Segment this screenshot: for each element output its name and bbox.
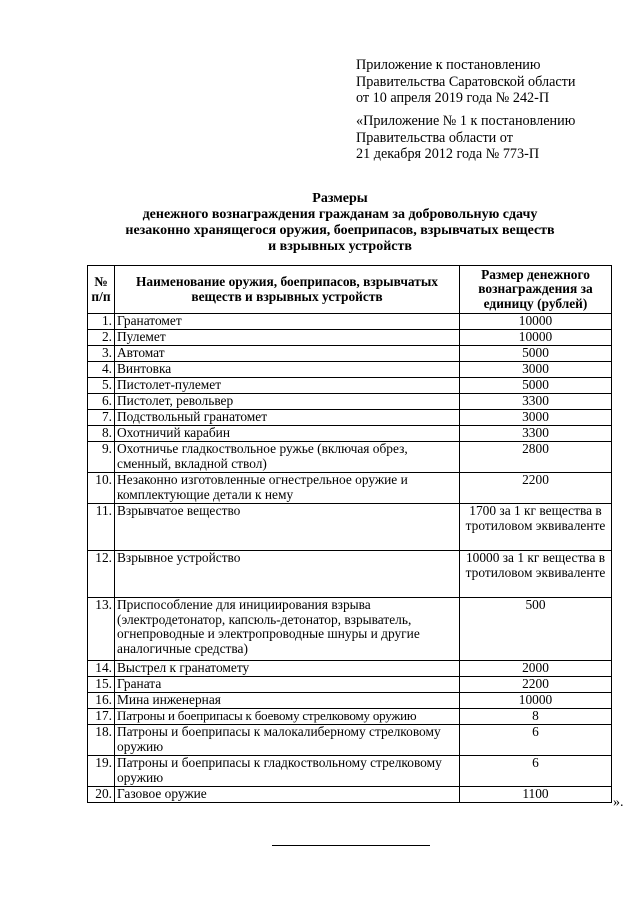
col-name-header: Наименование оружия, боеприпасов, взрывчатых веществ и взрывных устройств: [115, 266, 460, 314]
row-name: Патроны и боеприпасы к малокалиберному стрелковому оружию: [115, 725, 460, 756]
row-value: 6: [460, 756, 612, 787]
row-number: 3.: [88, 346, 115, 362]
header-line: 21 декабря 2012 года № 773-П: [356, 146, 540, 162]
row-value: 2200: [460, 473, 612, 504]
row-name: Патроны и боеприпасы к гладкоствольному стрелковому оружию: [115, 756, 460, 787]
title-line: и взрывных устройств: [268, 239, 412, 254]
row-name: Подствольный гранатомет: [115, 410, 460, 426]
row-number: 9.: [88, 442, 115, 473]
row-name: Гранатомет: [115, 314, 460, 330]
document-title: [60, 191, 620, 255]
row-number: 14.: [88, 661, 115, 677]
row-name: Охотничье гладкоствольное ружье (включая обрез, сменный, вкладной ствол): [115, 442, 460, 473]
row-name: Газовое оружие: [115, 787, 460, 803]
table-row: [88, 330, 612, 346]
row-value: 10000: [460, 330, 612, 346]
header-line: Правительства Саратовской области: [356, 73, 576, 90]
table-row: [88, 346, 612, 362]
row-name: Пистолет-пулемет: [115, 378, 460, 394]
header-line: Правительства области от: [356, 129, 513, 146]
title-line: денежного вознаграждения гражданам за добровольную сдачу: [142, 207, 538, 222]
row-number: 7.: [88, 410, 115, 426]
header-line: «Приложение № 1 к постановлению: [356, 113, 576, 129]
row-name: Охотничий карабин: [115, 426, 460, 442]
table-row: [88, 410, 612, 426]
row-number: 13.: [88, 598, 115, 661]
table-header-row: [88, 266, 612, 314]
table-row: [88, 661, 612, 677]
row-value: 2200: [460, 677, 612, 693]
row-number: 18.: [88, 725, 115, 756]
row-value: 5000: [460, 378, 612, 394]
table-row: [88, 693, 612, 709]
row-value: 3000: [460, 362, 612, 378]
row-value: 3300: [460, 394, 612, 410]
row-name: Пистолет, револьвер: [115, 394, 460, 410]
row-value: 2000: [460, 661, 612, 677]
table-row: [88, 677, 612, 693]
row-number: 6.: [88, 394, 115, 410]
table-row: [88, 378, 612, 394]
row-value: 500: [460, 598, 612, 661]
row-value: 3000: [460, 410, 612, 426]
row-name: Приспособление для инициирования взрыва (электродетонатор, капсюль-детонатор, взрыватель, огнепроводные и электропроводные шнуры и другие аналогичные средства): [115, 598, 460, 661]
row-name: Выстрел к гранатомету: [115, 661, 460, 677]
table-row: [88, 314, 612, 330]
table-row: [88, 551, 612, 598]
closing-quote: ».: [613, 795, 624, 810]
row-value: 1100: [460, 787, 612, 803]
row-number: 10.: [88, 473, 115, 504]
header-line: Приложение к постановлению: [356, 57, 541, 73]
row-number: 1.: [88, 314, 115, 330]
table-row: [88, 442, 612, 473]
table-row: [88, 787, 612, 803]
col-value-header: Размер денежного вознаграждения за единицу (рублей): [460, 266, 612, 314]
title-line: Размеры: [312, 191, 368, 206]
row-name: Незаконно изготовленные огнестрельное оружие и комплектующие детали к нему: [115, 473, 460, 504]
row-value: 6: [460, 725, 612, 756]
table-body: [88, 314, 612, 803]
row-name: Автомат: [115, 346, 460, 362]
row-name: Винтовка: [115, 362, 460, 378]
row-number: 12.: [88, 551, 115, 598]
table-row: [88, 725, 612, 756]
row-name: Взрывное устройство: [115, 551, 460, 598]
row-number: 8.: [88, 426, 115, 442]
row-value: 1700 за 1 кг вещества в тротиловом эквиваленте: [460, 504, 612, 551]
row-value: 5000: [460, 346, 612, 362]
table-row: [88, 394, 612, 410]
row-number: 20.: [88, 787, 115, 803]
title-line: незаконно хранящегося оружия, боеприпасов, взрывчатых веществ: [125, 223, 555, 238]
row-number: 11.: [88, 504, 115, 551]
table-row: [88, 473, 612, 504]
annex-header: [356, 113, 575, 163]
table-row: [88, 598, 612, 661]
row-name: Граната: [115, 677, 460, 693]
row-value: 8: [460, 709, 612, 725]
row-name: Мина инженерная: [115, 693, 460, 709]
header-line: от 10 апреля 2019 года № 242-П: [356, 90, 550, 106]
row-name: Взрывчатое вещество: [115, 504, 460, 551]
approval-header: [356, 57, 575, 107]
table-row: [88, 426, 612, 442]
row-number: 4.: [88, 362, 115, 378]
row-value: 10000: [460, 693, 612, 709]
row-number: 2.: [88, 330, 115, 346]
row-number: 17.: [88, 709, 115, 725]
row-value: 3300: [460, 426, 612, 442]
row-number: 16.: [88, 693, 115, 709]
reward-table: [87, 265, 612, 803]
row-value: 2800: [460, 442, 612, 473]
table-row: [88, 709, 612, 725]
row-value: 10000: [460, 314, 612, 330]
row-name: Пулемет: [115, 330, 460, 346]
footer-rule: [272, 845, 430, 846]
row-number: 19.: [88, 756, 115, 787]
row-number: 5.: [88, 378, 115, 394]
row-value: 10000 за 1 кг вещества в тротиловом эквиваленте: [460, 551, 612, 598]
row-name: Патроны и боеприпасы к боевому стрелковому оружию: [115, 709, 460, 725]
table-row: [88, 756, 612, 787]
table-row: [88, 504, 612, 551]
col-num-header: № п/п: [88, 266, 115, 314]
table-row: [88, 362, 612, 378]
row-number: 15.: [88, 677, 115, 693]
